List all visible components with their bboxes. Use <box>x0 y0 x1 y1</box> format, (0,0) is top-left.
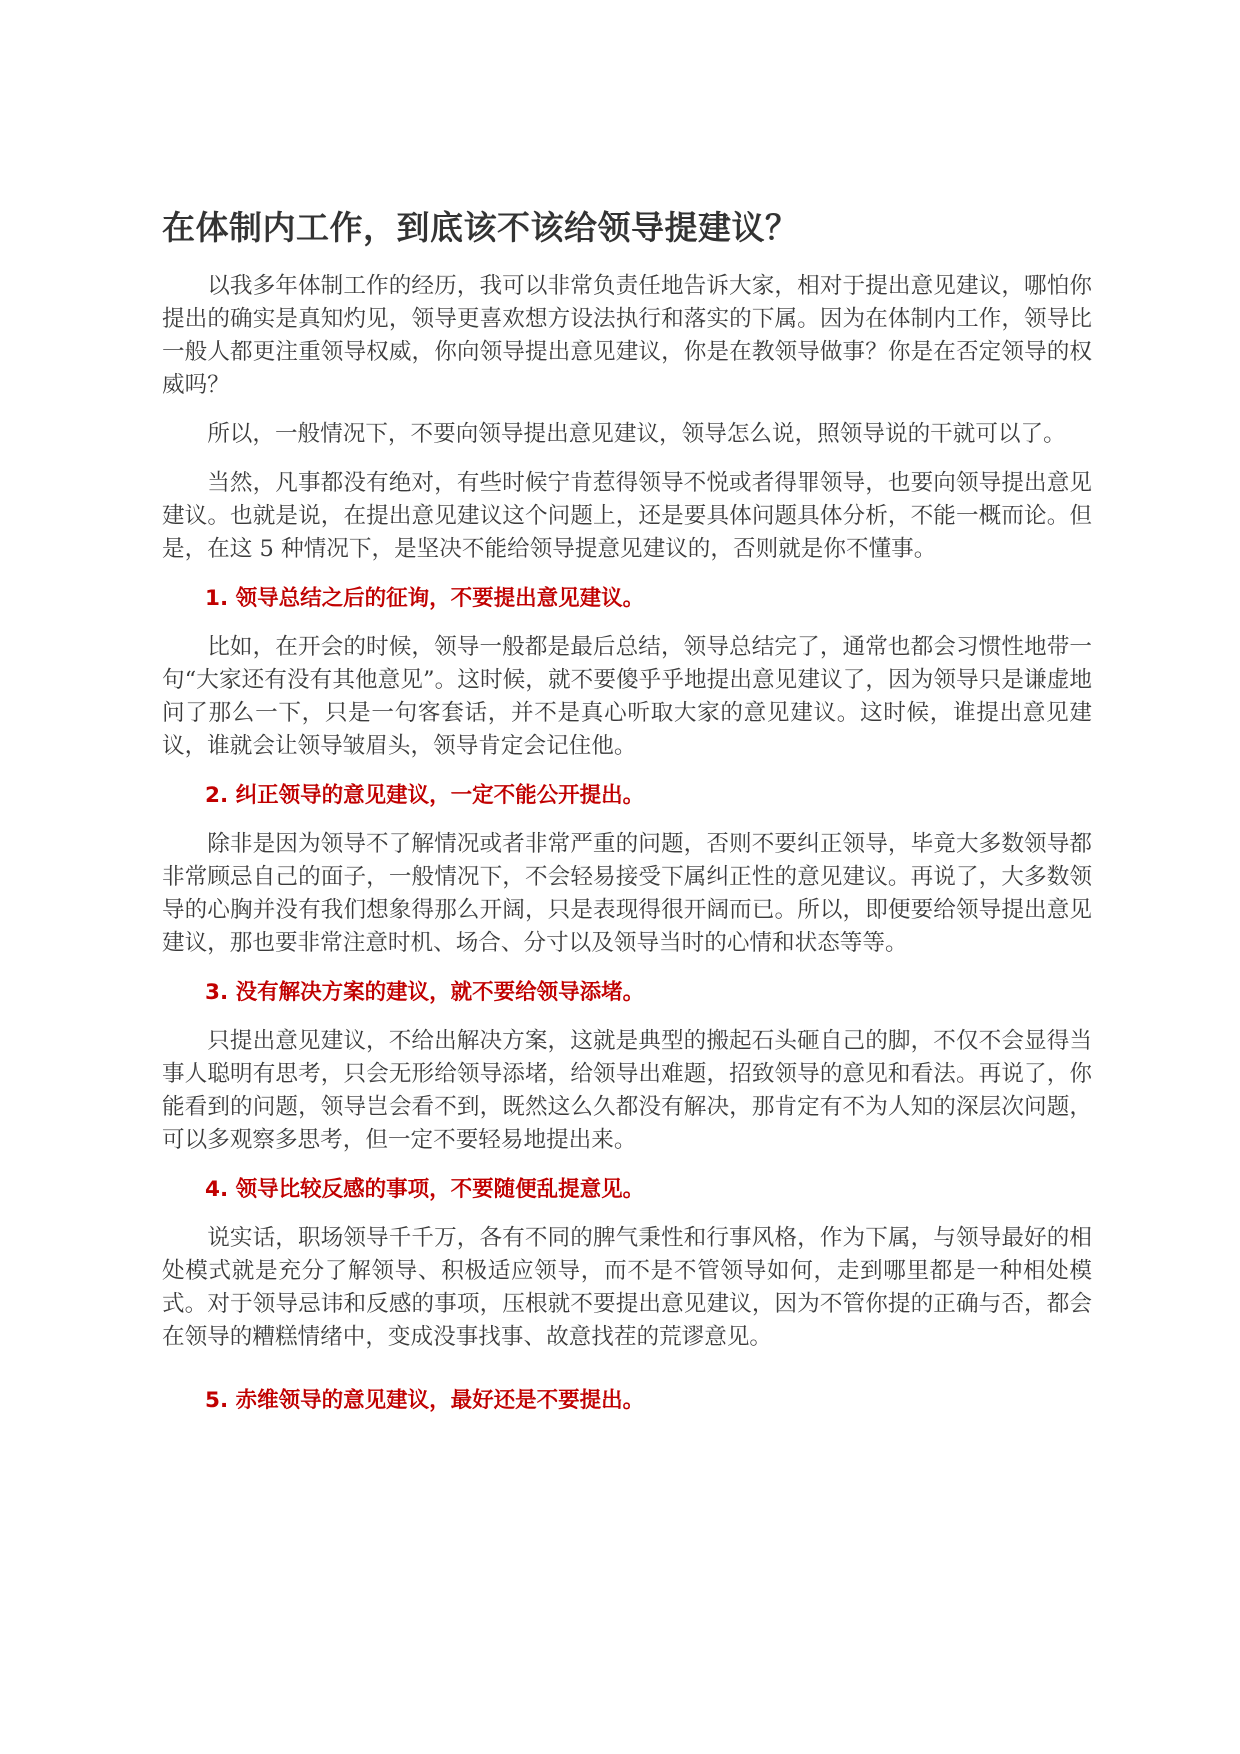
intro-paragraph-1: 以我多年体制工作的经历，我可以非常负责任地告诉大家，相对于提出意见建议，哪怕你提出的确实是真知灼见，领导更喜欢想方设法执行和落实的下属。因为在体制内工作，领导比一般人都更注重领导权威，你向领导提出意见建议，你是在教领导做事？你是在否定领导的权威吗？ <box>162 273 1092 398</box>
section-heading-3: 3. 没有解决方案的建议，就不要给领导添堵。 <box>205 980 645 1005</box>
intro-paragraph-2: 所以，一般情况下，不要向领导提出意见建议，领导怎么说，照领导说的干就可以了。 <box>207 421 1066 447</box>
section-body-2: 除非是因为领导不了解情况或者非常严重的问题，否则不要纠正领导，毕竟大多数领导都非常顾忌自己的面子，一般情况下，不会轻易接受下属纠正性的意见建议。再说了，大多数领导的心胸并没有我们想象得那么开阔，只是表现得很开阔而已。所以，即便要给领导提出意见建议，那也要非常注意时机、场合、分寸以及领导当时的心情和状态等等。 <box>162 831 1092 956</box>
section-heading-4: 4. 领导比较反感的事项，不要随便乱提意见。 <box>205 1177 645 1202</box>
section-body-1: 比如，在开会的时候，领导一般都是最后总结，领导总结完了，通常也都会习惯性地带一句“大家还有没有其他意见”。这时候，就不要傻乎乎地提出意见建议了，因为领导只是谦虚地问了那么一下，只是一句客套话，并不是真心听取大家的意见建议。这时候，谁提出意见建议，谁就会让领导皱眉头，领导肯定会记住他。 <box>162 634 1092 759</box>
article-title: 在体制内工作，到底该不该给领导提建议？ <box>162 208 799 247</box>
article <box>162 200 1092 1433</box>
section-heading-2: 2. 纠正领导的意见建议，一定不能公开提出。 <box>205 783 645 808</box>
section-body-4: 说实话，职场领导千千万，各有不同的脾气秉性和行事风格，作为下属，与领导最好的相处模式就是充分了解领导、积极适应领导，而不是不管领导如何，走到哪里都是一种相处模式。对于领导忌讳和反感的事项，压根就不要提出意见建议，因为不管你提的正确与否，都会在领导的糟糕情绪中，变成没事找事、故意找茬的荒谬意见。 <box>162 1225 1092 1350</box>
section-heading-5: 5. 赤维领导的意见建议，最好还是不要提出。 <box>205 1388 645 1413</box>
section-body-3: 只提出意见建议，不给出解决方案，这就是典型的搬起石头砸自己的脚，不仅不会显得当事人聪明有思考，只会无形给领导添堵，给领导出难题，招致领导的意见和看法。再说了，你能看到的问题，领导岂会看不到，既然这么久都没有解决，那肯定有不为人知的深层次问题，可以多观察多思考，但一定不要轻易地提出来。 <box>162 1028 1092 1153</box>
intro-paragraph-3: 当然，凡事都没有绝对，有些时候宁肯惹得领导不悦或者得罪领导，也要向领导提出意见建议。也就是说，在提出意见建议这个问题上，还是要具体问题具体分析，不能一概而论。但是，在这 5 种情况下，是坚决不能给领导提意见建议的，否则就是你不懂事。 <box>162 470 1092 562</box>
section-heading-1: 1. 领导总结之后的征询，不要提出意见建议。 <box>205 586 645 611</box>
